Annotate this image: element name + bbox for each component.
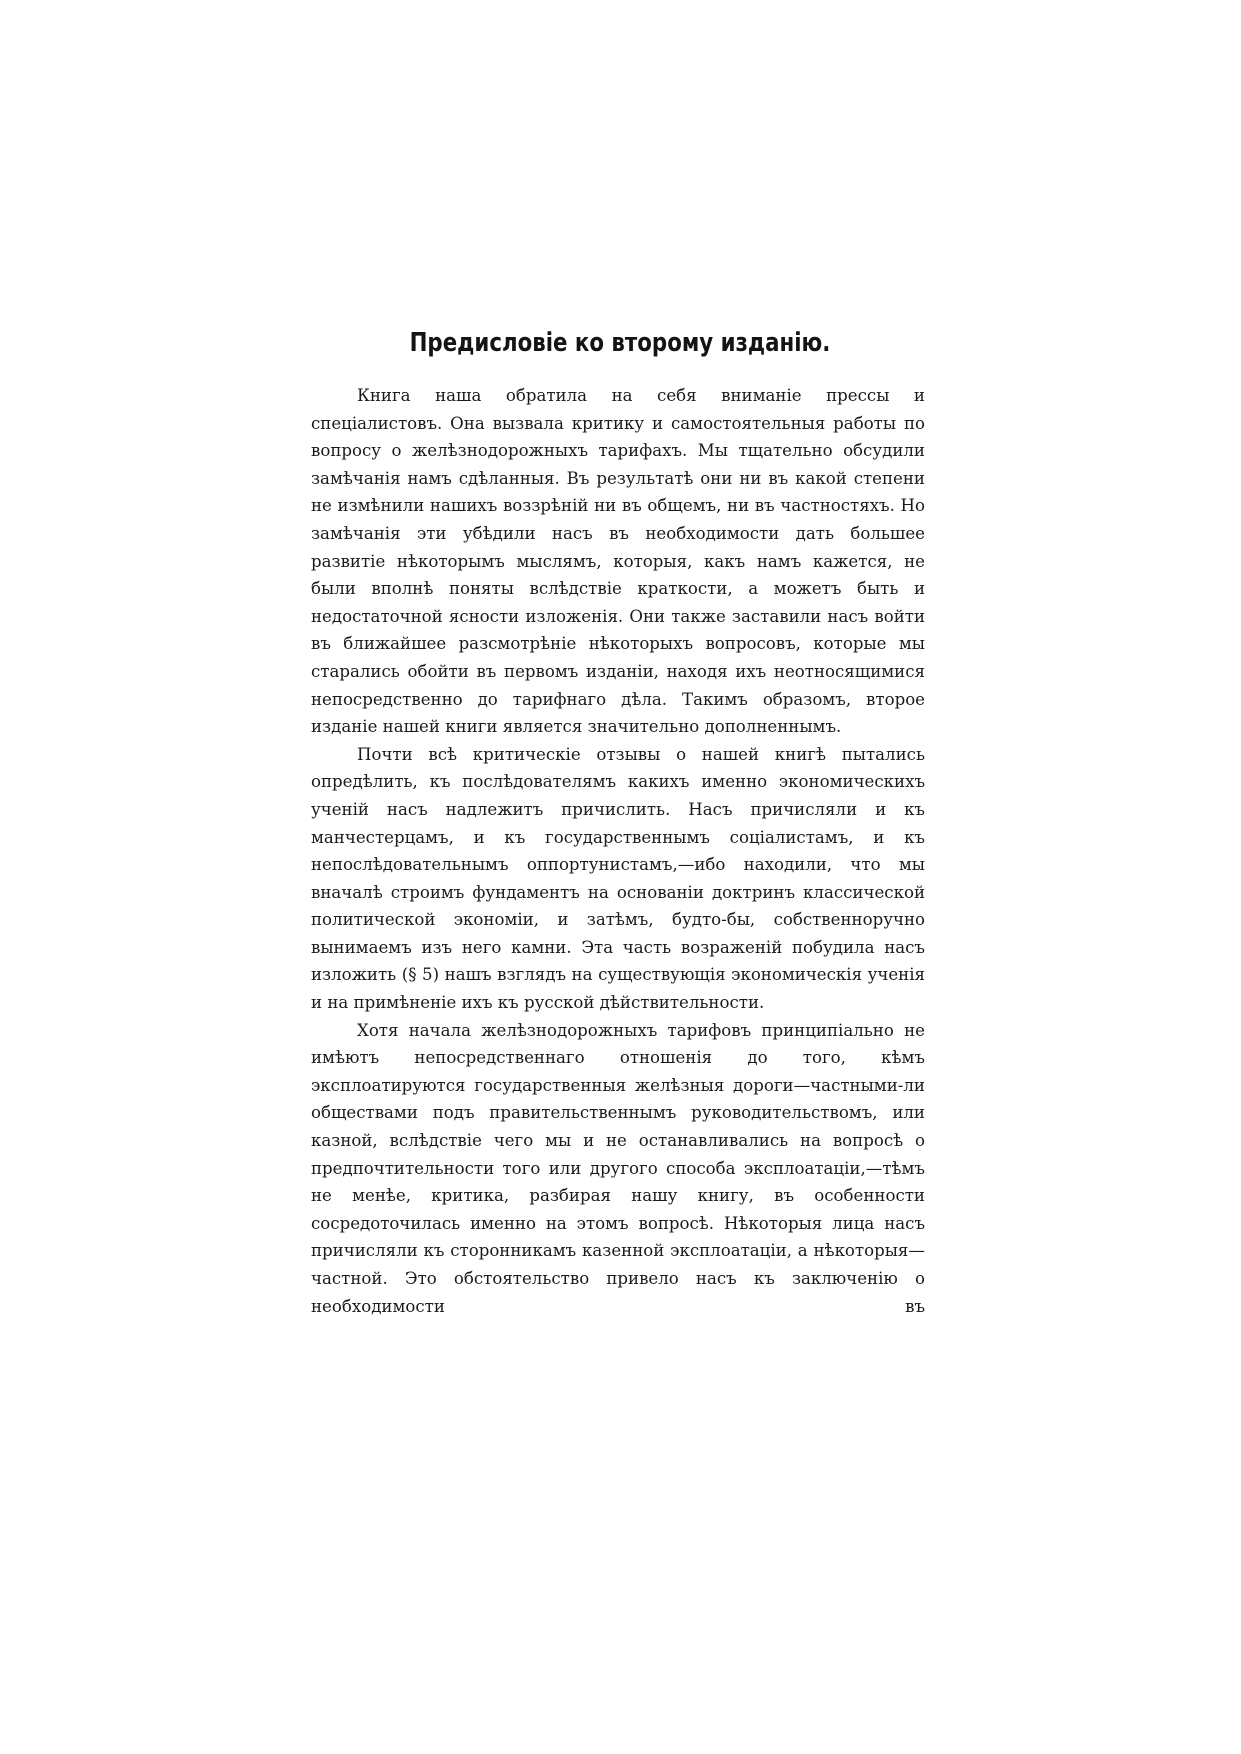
page-title: Предисловіе ко второму изданію. bbox=[409, 328, 831, 358]
body-text bbox=[311, 382, 925, 1320]
paragraph-2: Почти всѣ критическіе отзывы о нашей книгѣ пытались опредѣлить, къ послѣдователямъ какихъ именно экономическихъ ученій насъ надлежитъ причислить. Насъ причисляли и къ манчестерцамъ, и къ государственнымъ соціалистамъ, и къ непослѣдовательнымъ оппортунистамъ,—ибо находили, что мы вначалѣ строимъ фундаментъ на основаніи доктринъ классической политической экономіи, и затѣмъ, будто-бы, собственноручно вынимаемъ изъ него камни. Эта часть возраженій побудила насъ изложить (§ 5) нашъ взглядъ на существующія экономическія ученія и на примѣненіе ихъ къ русской дѣйствительности. bbox=[311, 744, 925, 1013]
paragraph-1: Книга наша обратила на себя вниманіе прессы и спеціалистовъ. Она вызвала критику и самостоятельныя работы по вопросу о желѣзнодорожныхъ тарифахъ. Мы тщательно обсудили замѣчанія намъ сдѣланныя. Въ результатѣ они ни въ какой степени не измѣнили нашихъ воззрѣній ни въ общемъ, ни въ частностяхъ. Но замѣчанія эти убѣдили насъ въ необходимости дать большее развитіе нѣкоторымъ мыслямъ, которыя, какъ намъ кажется, не были вполнѣ поняты вслѣдствіе краткости, а можетъ быть и недостаточной ясности изложенія. Они также заставили насъ войти въ ближайшее разсмотрѣніе нѣкоторыхъ вопросовъ, которые мы старались обойти въ первомъ изданіи, находя ихъ неотносящимися непосредственно до тарифнаго дѣла. Такимъ образомъ, второе изданіе нашей книги является значительно дополненнымъ. bbox=[311, 386, 925, 737]
paragraph-3: Хотя начала желѣзнодорожныхъ тарифовъ принципіально не имѣютъ непосредственнаго отношенія до того, кѣмъ эксплоатируются государственныя желѣзныя дороги—частными-ли обществами подъ правительственнымъ руководительствомъ, или казной, вслѣдствіе чего мы и не останавливались на вопросѣ о предпочтительности того или другого способа эксплоатаціи,—тѣмъ не менѣе, критика, разбирая нашу книгу, въ особенности сосредоточилась именно на этомъ вопросѣ. Нѣкоторыя лица насъ причисляли къ сторонникамъ казенной эксплоатаціи, а нѣкоторыя—частной. Это обстоятельство привело насъ къ заключенію о необходимости въ bbox=[311, 1020, 925, 1316]
